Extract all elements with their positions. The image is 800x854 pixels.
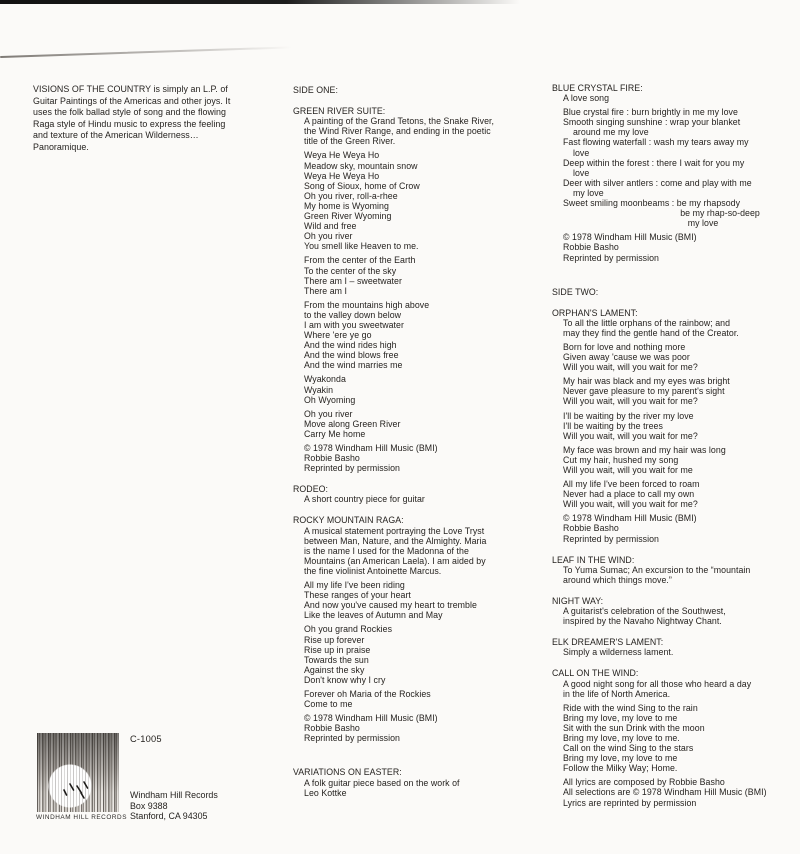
text-line: uses the folk ballad style of song and the flowing	[33, 107, 226, 117]
lyric-line: Rise up in praise	[304, 644, 371, 655]
sheet-fold-edge	[0, 46, 292, 58]
copyright-credit	[552, 513, 800, 543]
track-description	[552, 606, 800, 626]
side-label: SIDE ONE:	[293, 85, 338, 95]
side-label-section	[293, 85, 543, 95]
text-line: Box 9388	[130, 800, 168, 811]
lyrics-stanza	[552, 411, 800, 441]
track-title: GREEN RIVER SUITE:	[293, 106, 386, 117]
description-line: A short country piece for guitar	[304, 494, 425, 505]
track-description	[293, 778, 543, 798]
track-section	[293, 484, 543, 504]
track-description	[293, 116, 543, 146]
track-section	[293, 515, 543, 743]
text-line: Raga style of Hindu music to express the feeling	[33, 118, 226, 129]
lyrics-stanza	[293, 150, 543, 251]
lyric-line: And now you've caused my heart to tremble	[304, 600, 477, 611]
copyright-credit	[293, 713, 543, 743]
description-line: title of the Green River.	[304, 136, 396, 147]
lyric-line: Oh you grand Rockies	[304, 624, 393, 635]
credit-line: Robbie Basho	[563, 242, 619, 253]
track-section	[293, 767, 543, 797]
lyric-line: be my rhap-so-deep	[563, 208, 760, 219]
lyric-line: Will you wait, will you wait for me?	[563, 396, 698, 407]
track-description	[552, 679, 800, 699]
lyric-line: Deer with silver antlers : come and play with me	[563, 177, 752, 188]
lyric-line: Rise up forever	[304, 634, 365, 645]
side-label-section	[552, 287, 800, 297]
lyric-line: Come to me	[304, 699, 353, 710]
lyric-line: There am I – sweetwater	[304, 275, 402, 286]
description-line: Mountains (an American Laela). I am aided by	[304, 555, 486, 566]
credit-line: Reprinted by permission	[563, 533, 660, 544]
lyric-line: Towards the sun	[304, 654, 369, 665]
description-line: around which things move.”	[563, 574, 672, 585]
track-title: BLUE CRYSTAL FIRE:	[552, 83, 643, 93]
credit-line: Reprinted by permission	[563, 252, 660, 263]
credit-line: © 1978 Windham Hill Music (BMI)	[304, 713, 438, 724]
description-line: To Yuma Sumac; An excursion to the “mountain	[563, 564, 751, 575]
lyric-line: my love	[563, 187, 604, 198]
lyric-line: Weya He Weya Ho	[304, 150, 380, 161]
lyric-line: My home is Wyoming	[304, 200, 389, 211]
lyric-line: Where 'ere ye go	[304, 330, 372, 341]
lyric-line: Wild and free	[304, 221, 357, 232]
lyric-line: Move along Green River	[304, 418, 401, 429]
lyrics-stanza	[552, 703, 800, 774]
lyric-line: Meadow sky, mountain snow	[304, 160, 418, 171]
description-line: Simply a wilderness lament.	[563, 647, 674, 658]
lyric-line: Blue crystal fire : burn brightly in me my love	[563, 107, 738, 118]
description-line: is the name I used for the Madonna of the	[304, 545, 469, 556]
catalog-number: C-1005	[130, 734, 162, 744]
lyric-line: Will you wait, will you wait for me?	[563, 362, 698, 373]
track-section	[552, 83, 800, 263]
logo-birds-icon	[37, 733, 119, 812]
description-line: between Man, Nature, and the Almighty. Maria	[304, 535, 487, 546]
lyrics-stanza	[293, 624, 543, 685]
lyric-line: I'll be waiting by the river my love	[563, 410, 694, 421]
lyrics-stanza	[552, 479, 800, 509]
text-line: Windham Hill Records	[130, 790, 218, 800]
lyrics-stanza	[552, 107, 800, 228]
credit-line: Robbie Basho	[304, 723, 360, 734]
track-section	[552, 596, 800, 626]
description-line: A good night song for all those who heard a day	[563, 678, 752, 689]
lyric-line: around me my love	[563, 127, 649, 138]
lyric-line: These ranges of your heart	[304, 590, 411, 601]
lyric-line: Oh Wyoming	[304, 394, 356, 405]
track-section	[552, 555, 800, 585]
lyrics-stanza	[552, 342, 800, 372]
track-title: NIGHT WAY:	[552, 595, 604, 606]
credit-line: Reprinted by permission	[304, 463, 401, 474]
lyric-line: Wyakonda	[304, 374, 346, 385]
side-label: SIDE TWO:	[552, 286, 599, 297]
track-section	[552, 637, 800, 657]
lyric-line: Cut my hair, hushed my song	[563, 454, 679, 465]
description-line: inspired by the Navaho Nightway Chant.	[563, 616, 722, 627]
text-line: Guitar Paintings of the Americas and other joys. It	[33, 95, 231, 106]
lyric-line: My face was brown and my hair was long	[563, 444, 726, 455]
lyric-line: Ride with the wind Sing to the rain	[563, 702, 698, 713]
lyric-line: I am with you sweetwater	[304, 319, 404, 330]
credit-line: Robbie Basho	[563, 523, 619, 534]
credit-line: Robbie Basho	[304, 453, 360, 464]
description-line: To all the little orphans of the rainbow; and	[563, 317, 731, 328]
lyric-line: Will you wait, will you wait for me?	[563, 499, 698, 510]
lyric-line: Forever oh Maria of the Rockies	[304, 688, 431, 699]
lyrics-stanza	[293, 580, 543, 620]
lyric-line: Deep within the forest : there I wait for you my	[563, 157, 745, 168]
lyric-line: Bring my love, my love to me.	[563, 732, 680, 743]
lyrics-stanza	[293, 689, 543, 709]
side-two-column	[552, 83, 800, 808]
windham-hill-logo	[37, 733, 119, 812]
logo-caption: WINDHAM HILL RECORDS	[36, 814, 128, 821]
lyric-line: Follow the Milky Way; Home.	[563, 763, 678, 774]
lyric-line: Given away 'cause we was poor	[563, 352, 690, 363]
track-description	[293, 526, 543, 576]
lyrics-stanza	[293, 409, 543, 439]
lyric-line: Green River Wyoming	[304, 211, 392, 222]
scan-edge-top	[0, 0, 520, 4]
lyric-line: Sit with the sun Drink with the moon	[563, 722, 705, 733]
track-title: LEAF IN THE WIND:	[552, 554, 635, 565]
copyright-credit	[552, 232, 800, 262]
track-description	[552, 647, 800, 657]
lyric-line: You smell like Heaven to me.	[304, 241, 419, 252]
credit-line: All selections are © 1978 Windham Hill Music (BMI)	[563, 787, 767, 798]
address-block	[130, 790, 218, 822]
track-title: VARIATIONS ON EASTER:	[293, 767, 402, 778]
description-line: A folk guitar piece based on the work of	[304, 777, 460, 788]
lyric-line: I'll be waiting by the trees	[563, 420, 663, 431]
lyric-line: Oh you river	[304, 408, 353, 419]
lyric-line: to the valley down below	[304, 309, 402, 320]
track-section	[552, 668, 800, 807]
credit-line: © 1978 Windham Hill Music (BMI)	[563, 513, 697, 524]
text-line: and texture of the American Wilderness…	[33, 130, 199, 140]
lyric-line: my love	[563, 218, 719, 229]
credit-line: © 1978 Windham Hill Music (BMI)	[563, 232, 697, 243]
track-title: ORPHAN'S LAMENT:	[552, 307, 638, 318]
description-line: in the life of North America.	[563, 688, 671, 699]
lyric-line: All my life I've been riding	[304, 580, 405, 591]
description-line: the fine violinist Antoinette Marcus.	[304, 565, 442, 576]
lyric-line: My hair was black and my eyes was bright	[563, 376, 730, 387]
lyric-line: Will you wait, will you wait for me	[563, 465, 693, 475]
lyric-line: love	[563, 147, 590, 158]
lyric-line: Don't know why I cry	[304, 674, 386, 685]
text-line: Stanford, CA 94305	[130, 811, 208, 822]
lyrics-stanza	[552, 376, 800, 406]
lyric-line: From the mountains high above	[304, 299, 430, 310]
lyric-line: All my life I've been forced to roam	[563, 479, 700, 490]
lyric-line: love	[563, 167, 590, 178]
lyric-line: There am I	[304, 285, 348, 296]
description-line: the Wind River Range, and ending in the poetic	[304, 126, 491, 137]
text-line: VISIONS OF THE COUNTRY is simply an L.P. of	[33, 84, 228, 94]
lyrics-stanza	[293, 374, 543, 404]
credit-line: © 1978 Windham Hill Music (BMI)	[304, 443, 438, 453]
lyric-line: From the center of the Earth	[304, 255, 416, 266]
track-description	[552, 318, 800, 338]
copyright-credit	[552, 777, 800, 807]
lyric-line: Fast flowing waterfall : wash my tears away my	[563, 137, 749, 148]
lyric-line: Born for love and nothing more	[563, 341, 686, 352]
lyric-line: And the wind rides high	[304, 340, 397, 351]
lyric-line: Bring my love, my love to me	[563, 712, 678, 723]
lyric-line: Sweet smiling moonbeams : be my rhapsody	[563, 198, 741, 209]
lyric-line: Oh you river, roll-a-rhee	[304, 190, 398, 201]
credit-line: All lyrics are composed by Robbie Basho	[563, 777, 725, 788]
track-title: CALL ON THE WIND:	[552, 668, 639, 679]
track-description	[552, 93, 800, 103]
description-line: may they find the gentle hand of the Creator.	[563, 327, 739, 338]
lyric-line: Weya He Weya Ho	[304, 170, 380, 181]
lyric-line: Against the sky	[304, 664, 365, 675]
lyric-line: Never gave pleasure to my parent's sight	[563, 386, 725, 397]
track-title: ELK DREAMER'S LAMENT:	[552, 637, 664, 648]
lyric-line: Song of Sioux, home of Crow	[304, 180, 420, 191]
track-section	[552, 308, 800, 544]
track-description	[293, 494, 543, 504]
description-line: A painting of the Grand Tetons, the Snake River,	[304, 116, 495, 127]
lyrics-stanza	[552, 445, 800, 475]
track-description	[552, 565, 800, 585]
side-one-column	[293, 85, 543, 798]
credit-line: Reprinted by permission	[304, 733, 401, 744]
intro-paragraph	[33, 84, 285, 153]
lyric-line: Carry Me home	[304, 428, 366, 439]
lyric-line: Never had a place to call my own	[563, 489, 695, 500]
lyric-line: Smooth singing sunshine : wrap your blanket	[563, 117, 741, 128]
lyric-line: To the center of the sky	[304, 265, 397, 276]
copyright-credit	[293, 443, 543, 473]
track-title: RODEO:	[293, 484, 329, 495]
lyric-line: And the wind blows free	[304, 350, 399, 361]
description-line: Leo Kottke	[304, 787, 347, 798]
lyrics-stanza	[293, 255, 543, 295]
lyric-line: Will you wait, will you wait for me?	[563, 430, 698, 441]
lyric-line: Like the leaves of Autumn and May	[304, 610, 443, 621]
lyric-line: Oh you river	[304, 231, 353, 242]
description-line: A guitarist's celebration of the Southwest,	[563, 606, 726, 617]
lyrics-stanza	[293, 300, 543, 371]
lyric-line: Bring my love, my love to me	[563, 753, 678, 764]
description-line: A love song	[563, 93, 610, 104]
lyric-line: Wyakin	[304, 384, 334, 395]
track-title: ROCKY MOUNTAIN RAGA:	[293, 515, 404, 526]
lyric-line: Call on the wind Sing to the stars	[563, 743, 694, 754]
credit-line: Lyrics are reprinted by permission	[563, 797, 697, 808]
text-line: Panoramique.	[33, 141, 89, 152]
description-line: A musical statement portraying the Love Tryst	[304, 525, 485, 536]
lyric-line: And the wind marries me	[304, 360, 403, 371]
track-section	[293, 106, 543, 473]
